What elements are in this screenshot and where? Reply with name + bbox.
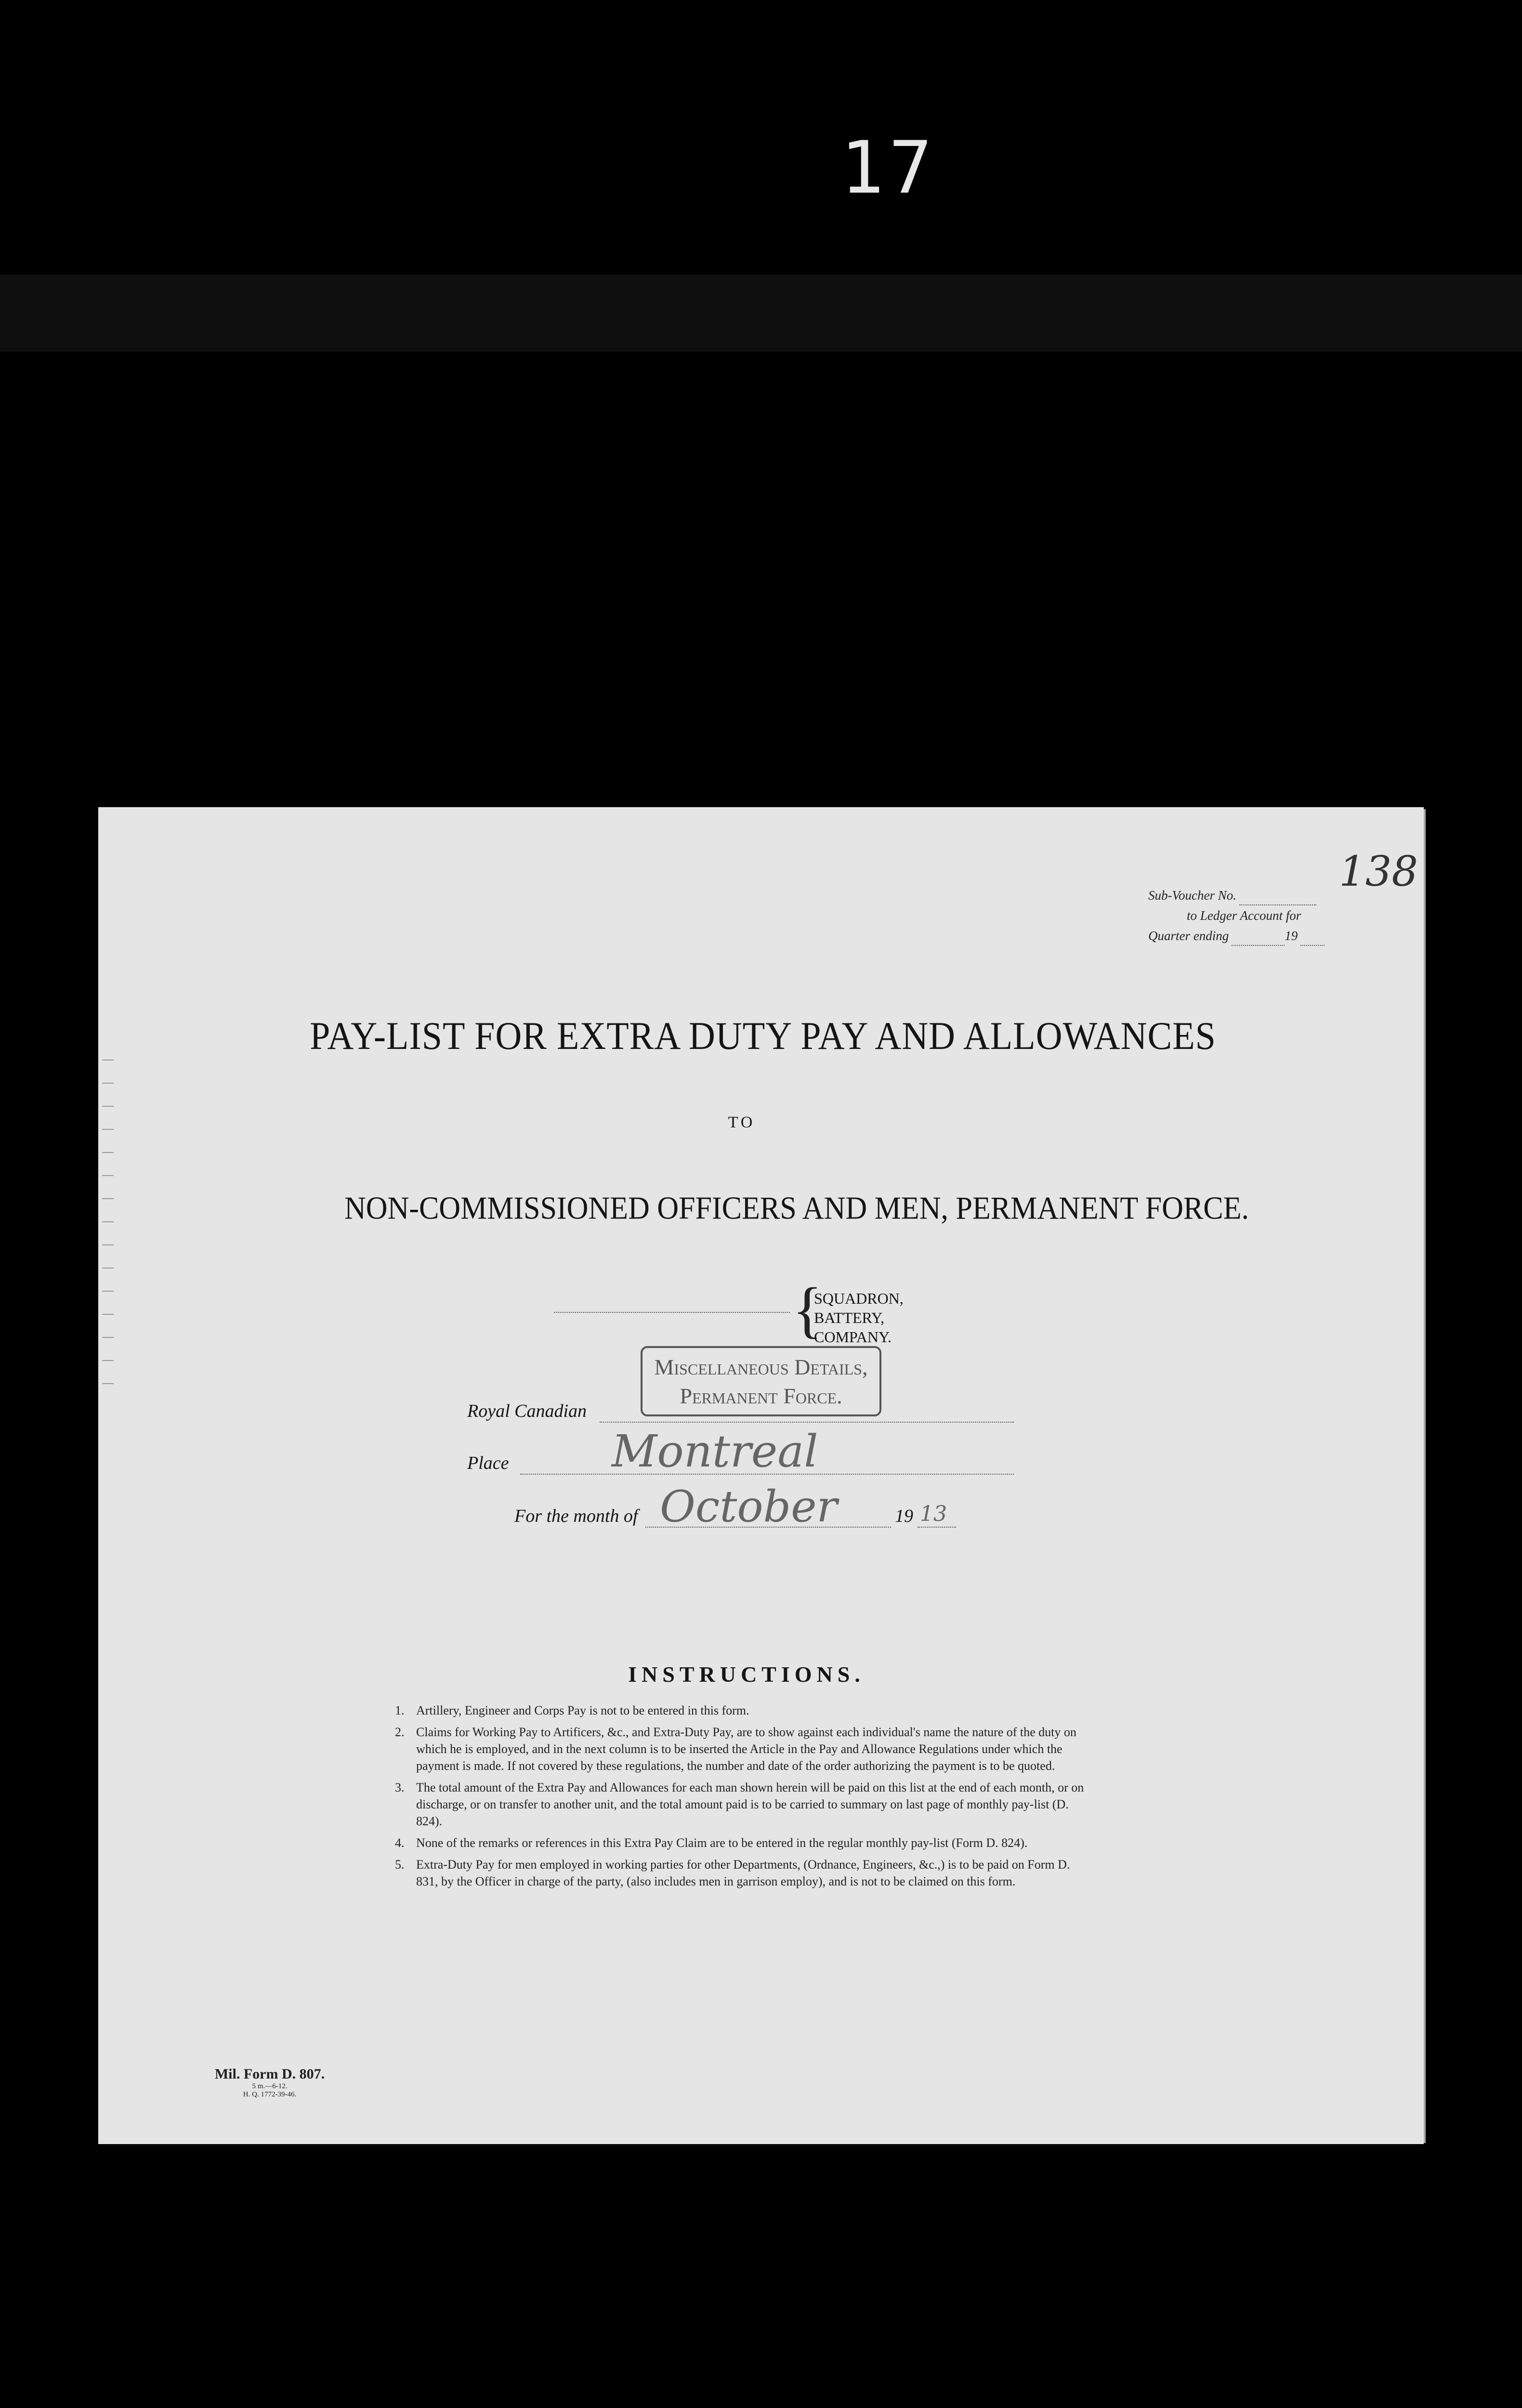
year-value: 13 <box>920 1502 947 1526</box>
year-prefix: 19 <box>895 1506 913 1526</box>
instruction-item <box>395 1779 1089 1830</box>
royal-canadian-label: Royal Canadian <box>467 1401 587 1421</box>
form-number-block <box>202 2066 337 2099</box>
instruction-number: 2. <box>395 1725 405 1739</box>
unit-type-squadron: SQUADRON, <box>814 1290 904 1307</box>
form-hq-ref: H. Q. 1772-39-46. <box>243 2091 297 2098</box>
year-line <box>918 1527 956 1528</box>
royal-canadian-line <box>600 1422 1014 1423</box>
instruction-text: Extra-Duty Pay for men employed in working parties for other Departments, (Ordnance, Engineers, &c.,) is to be paid on Form D. 831, by the Officer in charge of the party, (also includes men in garrison employ), and is not to be claimed on this form. <box>416 1858 1070 1888</box>
instruction-number: 4. <box>395 1836 405 1850</box>
film-band <box>0 275 1522 352</box>
instruction-item <box>395 1856 1089 1890</box>
document-subtitle: NON-COMMISSIONED OFFICERS AND MEN, PERMANENT FORCE. <box>344 1191 1249 1226</box>
instruction-text: Artillery, Engineer and Corps Pay is not to be entered in this form. <box>416 1703 749 1717</box>
document-title: PAY-LIST FOR EXTRA DUTY PAY AND ALLOWANCES <box>310 1014 1216 1058</box>
month-label: For the month of <box>514 1506 638 1526</box>
form-print-run: 5 m.—6-12. <box>252 2082 288 2090</box>
to-label: TO <box>728 1113 756 1131</box>
instruction-text: The total amount of the Extra Pay and Allowances for each man shown herein will be paid on this list at the end of each month, or on discharge, or on transfer to another unit, and the total amount paid is to be carried to summary on last page of monthly pay-list (D. 824). <box>416 1780 1084 1828</box>
instruction-item <box>395 1702 1089 1719</box>
form-number: Mil. Form D. 807. <box>214 2066 325 2082</box>
unit-type-company: COMPANY. <box>814 1328 892 1346</box>
stamp <box>641 1346 881 1416</box>
unit-types <box>814 1289 904 1347</box>
stamp-line-2: Permanent Force. <box>680 1384 842 1408</box>
month-value: October <box>660 1481 838 1532</box>
instruction-number: 5. <box>395 1858 405 1871</box>
unit-type-battery: BATTERY, <box>814 1309 885 1326</box>
instructions-title: INSTRUCTIONS. <box>628 1662 865 1687</box>
edge-marks <box>102 1060 114 1445</box>
frame-number: 17 <box>840 126 937 210</box>
unit-line <box>554 1312 790 1313</box>
voucher-line-3: Quarter ending <box>1148 929 1229 943</box>
instruction-item <box>395 1834 1089 1851</box>
voucher-block <box>1148 885 1325 946</box>
instruction-item <box>395 1724 1089 1774</box>
instruction-number: 1. <box>395 1703 405 1717</box>
stamp-line-1: Miscellaneous Details, <box>654 1355 868 1379</box>
instruction-text: None of the remarks or references in this Extra Pay Claim are to be entered in the regular monthly pay-list (Form D. 824). <box>416 1836 1028 1850</box>
place-value: Montreal <box>612 1426 818 1477</box>
place-label: Place <box>467 1453 509 1473</box>
instruction-text: Claims for Working Pay to Artificers, &c., and Extra-Duty Pay, are to show against each individual's name the nature of the duty on which he is employed, and in the next column is to be inserted the Article in the Pay and Allowance Regulations under which the payment is made. If not covered by these regulations, the number and date of the order authorizing the payment is to be quoted. <box>416 1725 1076 1773</box>
hand-page-number: 138 <box>1339 848 1418 896</box>
voucher-line-1: Sub-Voucher No. <box>1148 888 1236 903</box>
brace-icon: { <box>792 1275 823 1345</box>
instructions-list <box>395 1702 1089 1895</box>
instruction-number: 3. <box>395 1780 405 1794</box>
voucher-line-2: to Ledger Account for <box>1187 908 1301 923</box>
voucher-year: 19 <box>1285 929 1298 943</box>
